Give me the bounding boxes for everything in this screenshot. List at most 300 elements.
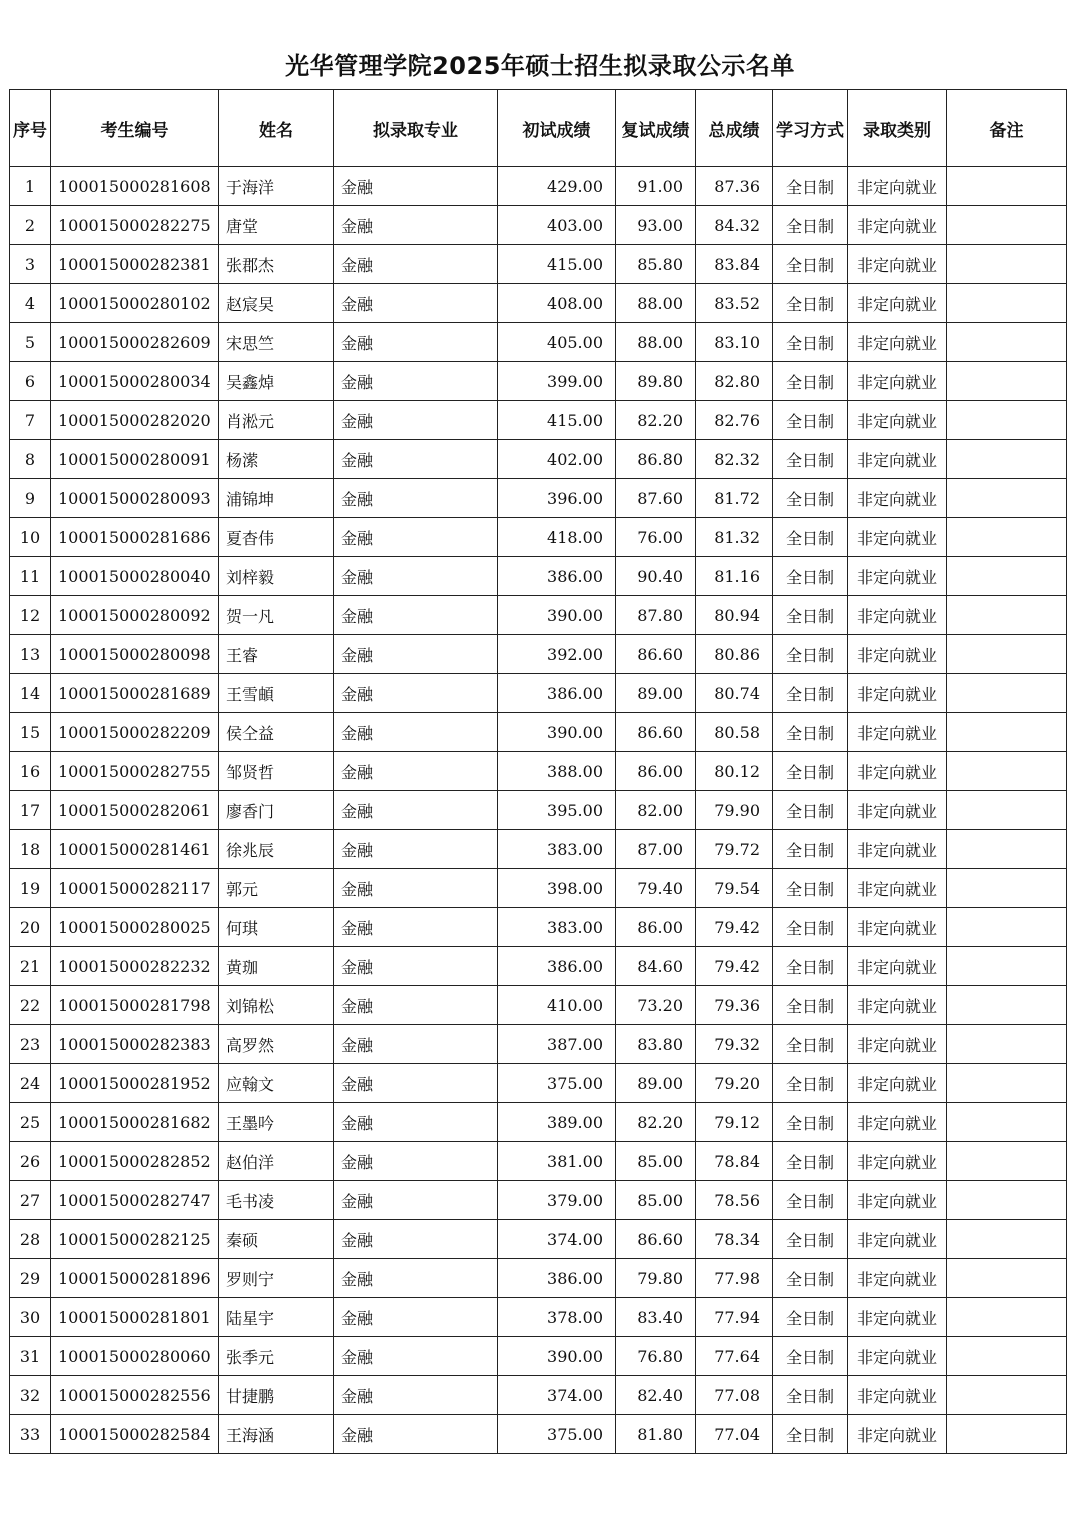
cell-remark (947, 1025, 1067, 1064)
cell-prelim-score: 429.00 (498, 167, 616, 206)
table-row (10, 752, 1067, 791)
cell-name: 王雪頔 (219, 674, 334, 713)
table-row (10, 830, 1067, 869)
cell-prelim-score: 389.00 (498, 1103, 616, 1142)
cell-retest-score: 79.40 (616, 869, 696, 908)
cell-remark (947, 518, 1067, 557)
cell-remark (947, 986, 1067, 1025)
cell-major: 金融 (334, 362, 498, 401)
cell-total-score: 87.36 (696, 167, 773, 206)
cell-category: 非定向就业 (848, 713, 947, 752)
cell-major: 金融 (334, 1376, 498, 1415)
table-row (10, 206, 1067, 245)
cell-major: 金融 (334, 986, 498, 1025)
cell-name: 赵宸旲 (219, 284, 334, 323)
cell-name: 王墨吟 (219, 1103, 334, 1142)
cell-major: 金融 (334, 479, 498, 518)
cell-exam-id: 100015000282556 (51, 1376, 219, 1415)
cell-prelim-score: 375.00 (498, 1415, 616, 1454)
cell-exam-id: 100015000282852 (51, 1142, 219, 1181)
cell-prelim-score: 378.00 (498, 1298, 616, 1337)
cell-remark (947, 1142, 1067, 1181)
cell-study-mode: 全日制 (773, 1259, 848, 1298)
cell-category: 非定向就业 (848, 791, 947, 830)
cell-study-mode: 全日制 (773, 401, 848, 440)
cell-name: 杨潆 (219, 440, 334, 479)
header-total-score: 总成绩 (696, 90, 773, 167)
cell-name: 何琪 (219, 908, 334, 947)
cell-exam-id: 100015000281801 (51, 1298, 219, 1337)
cell-name: 邹贤哲 (219, 752, 334, 791)
cell-category: 非定向就业 (848, 1376, 947, 1415)
cell-study-mode: 全日制 (773, 206, 848, 245)
cell-prelim-score: 386.00 (498, 674, 616, 713)
cell-category: 非定向就业 (848, 986, 947, 1025)
table-row (10, 635, 1067, 674)
cell-remark (947, 791, 1067, 830)
table-row (10, 401, 1067, 440)
cell-name: 郭元 (219, 869, 334, 908)
header-study-mode: 学习方式 (773, 90, 848, 167)
cell-prelim-score: 383.00 (498, 908, 616, 947)
cell-category: 非定向就业 (848, 518, 947, 557)
cell-remark (947, 401, 1067, 440)
cell-remark (947, 479, 1067, 518)
cell-total-score: 79.32 (696, 1025, 773, 1064)
page-title: 光华管理学院2025年硕士招生拟录取公示名单 (285, 52, 795, 80)
cell-retest-score: 86.60 (616, 1220, 696, 1259)
cell-category: 非定向就业 (848, 323, 947, 362)
cell-prelim-score: 390.00 (498, 1337, 616, 1376)
cell-study-mode: 全日制 (773, 1415, 848, 1454)
cell-major: 金融 (334, 167, 498, 206)
cell-major: 金融 (334, 674, 498, 713)
cell-study-mode: 全日制 (773, 518, 848, 557)
cell-seq: 19 (10, 869, 51, 908)
cell-seq: 12 (10, 596, 51, 635)
cell-name: 王海涵 (219, 1415, 334, 1454)
cell-total-score: 79.54 (696, 869, 773, 908)
cell-category: 非定向就业 (848, 596, 947, 635)
cell-prelim-score: 396.00 (498, 479, 616, 518)
cell-retest-score: 91.00 (616, 167, 696, 206)
cell-study-mode: 全日制 (773, 869, 848, 908)
cell-study-mode: 全日制 (773, 362, 848, 401)
cell-study-mode: 全日制 (773, 713, 848, 752)
cell-name: 秦硕 (219, 1220, 334, 1259)
cell-total-score: 79.12 (696, 1103, 773, 1142)
cell-retest-score: 86.60 (616, 713, 696, 752)
cell-study-mode: 全日制 (773, 1064, 848, 1103)
cell-study-mode: 全日制 (773, 1220, 848, 1259)
table-row (10, 1142, 1067, 1181)
cell-seq: 24 (10, 1064, 51, 1103)
cell-major: 金融 (334, 1415, 498, 1454)
cell-retest-score: 89.80 (616, 362, 696, 401)
cell-prelim-score: 418.00 (498, 518, 616, 557)
header-prelim-score: 初试成绩 (498, 90, 616, 167)
cell-total-score: 82.32 (696, 440, 773, 479)
cell-name: 唐堂 (219, 206, 334, 245)
cell-prelim-score: 383.00 (498, 830, 616, 869)
cell-retest-score: 89.00 (616, 1064, 696, 1103)
cell-total-score: 80.74 (696, 674, 773, 713)
cell-retest-score: 87.80 (616, 596, 696, 635)
header-remark: 备注 (947, 90, 1067, 167)
cell-retest-score: 86.60 (616, 635, 696, 674)
cell-name: 王睿 (219, 635, 334, 674)
cell-exam-id: 100015000281682 (51, 1103, 219, 1142)
cell-total-score: 83.10 (696, 323, 773, 362)
cell-name: 夏杳伟 (219, 518, 334, 557)
cell-study-mode: 全日制 (773, 674, 848, 713)
cell-prelim-score: 386.00 (498, 1259, 616, 1298)
cell-total-score: 79.42 (696, 947, 773, 986)
cell-seq: 25 (10, 1103, 51, 1142)
table-row (10, 167, 1067, 206)
cell-exam-id: 100015000282125 (51, 1220, 219, 1259)
cell-prelim-score: 386.00 (498, 947, 616, 986)
cell-study-mode: 全日制 (773, 1298, 848, 1337)
cell-category: 非定向就业 (848, 1025, 947, 1064)
table-header-row (10, 90, 1067, 167)
table-row (10, 596, 1067, 635)
cell-study-mode: 全日制 (773, 830, 848, 869)
cell-retest-score: 86.00 (616, 908, 696, 947)
cell-name: 徐兆辰 (219, 830, 334, 869)
cell-retest-score: 85.80 (616, 245, 696, 284)
cell-remark (947, 596, 1067, 635)
table-row (10, 1415, 1067, 1454)
cell-total-score: 79.42 (696, 908, 773, 947)
cell-name: 吴鑫焯 (219, 362, 334, 401)
cell-study-mode: 全日制 (773, 791, 848, 830)
cell-major: 金融 (334, 401, 498, 440)
cell-exam-id: 100015000282275 (51, 206, 219, 245)
cell-category: 非定向就业 (848, 947, 947, 986)
cell-seq: 21 (10, 947, 51, 986)
cell-major: 金融 (334, 869, 498, 908)
cell-category: 非定向就业 (848, 635, 947, 674)
cell-name: 侯仝益 (219, 713, 334, 752)
table-row (10, 1103, 1067, 1142)
cell-name: 浦锦坤 (219, 479, 334, 518)
cell-total-score: 80.94 (696, 596, 773, 635)
cell-exam-id: 100015000281608 (51, 167, 219, 206)
cell-remark (947, 245, 1067, 284)
cell-prelim-score: 379.00 (498, 1181, 616, 1220)
cell-remark (947, 908, 1067, 947)
table-row (10, 908, 1067, 947)
cell-total-score: 79.90 (696, 791, 773, 830)
cell-major: 金融 (334, 830, 498, 869)
cell-category: 非定向就业 (848, 830, 947, 869)
cell-remark (947, 284, 1067, 323)
cell-prelim-score: 375.00 (498, 1064, 616, 1103)
cell-category: 非定向就业 (848, 1220, 947, 1259)
header-seq: 序号 (10, 90, 51, 167)
cell-major: 金融 (334, 1298, 498, 1337)
cell-retest-score: 89.00 (616, 674, 696, 713)
cell-major: 金融 (334, 1337, 498, 1376)
cell-total-score: 84.32 (696, 206, 773, 245)
cell-major: 金融 (334, 635, 498, 674)
cell-name: 宋思竺 (219, 323, 334, 362)
cell-study-mode: 全日制 (773, 479, 848, 518)
cell-seq: 14 (10, 674, 51, 713)
table-row (10, 479, 1067, 518)
cell-major: 金融 (334, 1064, 498, 1103)
cell-major: 金融 (334, 947, 498, 986)
cell-seq: 8 (10, 440, 51, 479)
cell-study-mode: 全日制 (773, 1376, 848, 1415)
table-row (10, 1337, 1067, 1376)
cell-major: 金融 (334, 1181, 498, 1220)
cell-seq: 16 (10, 752, 51, 791)
table-row (10, 1298, 1067, 1337)
table-row (10, 869, 1067, 908)
cell-exam-id: 100015000282609 (51, 323, 219, 362)
cell-remark (947, 323, 1067, 362)
cell-name: 刘锦松 (219, 986, 334, 1025)
cell-seq: 2 (10, 206, 51, 245)
cell-remark (947, 752, 1067, 791)
cell-name: 肖淞元 (219, 401, 334, 440)
cell-total-score: 81.72 (696, 479, 773, 518)
table-row (10, 791, 1067, 830)
cell-total-score: 77.64 (696, 1337, 773, 1376)
cell-study-mode: 全日制 (773, 947, 848, 986)
cell-seq: 20 (10, 908, 51, 947)
cell-retest-score: 90.40 (616, 557, 696, 596)
cell-prelim-score: 374.00 (498, 1376, 616, 1415)
table-row (10, 1376, 1067, 1415)
cell-category: 非定向就业 (848, 362, 947, 401)
cell-major: 金融 (334, 518, 498, 557)
cell-name: 陆星宇 (219, 1298, 334, 1337)
cell-total-score: 80.58 (696, 713, 773, 752)
cell-exam-id: 100015000281689 (51, 674, 219, 713)
cell-major: 金融 (334, 323, 498, 362)
cell-study-mode: 全日制 (773, 1142, 848, 1181)
cell-study-mode: 全日制 (773, 167, 848, 206)
cell-remark (947, 1298, 1067, 1337)
cell-category: 非定向就业 (848, 1142, 947, 1181)
cell-total-score: 83.52 (696, 284, 773, 323)
cell-category: 非定向就业 (848, 557, 947, 596)
cell-category: 非定向就业 (848, 1337, 947, 1376)
cell-study-mode: 全日制 (773, 752, 848, 791)
cell-exam-id: 100015000280093 (51, 479, 219, 518)
cell-category: 非定向就业 (848, 479, 947, 518)
cell-retest-score: 82.20 (616, 401, 696, 440)
cell-total-score: 81.32 (696, 518, 773, 557)
cell-remark (947, 557, 1067, 596)
cell-prelim-score: 415.00 (498, 245, 616, 284)
cell-seq: 13 (10, 635, 51, 674)
cell-exam-id: 100015000281798 (51, 986, 219, 1025)
table-row (10, 1220, 1067, 1259)
cell-major: 金融 (334, 596, 498, 635)
header-name: 姓名 (219, 90, 334, 167)
cell-remark (947, 674, 1067, 713)
table-row (10, 1259, 1067, 1298)
cell-seq: 7 (10, 401, 51, 440)
cell-remark (947, 830, 1067, 869)
cell-category: 非定向就业 (848, 1064, 947, 1103)
cell-total-score: 78.84 (696, 1142, 773, 1181)
cell-remark (947, 1220, 1067, 1259)
cell-seq: 26 (10, 1142, 51, 1181)
cell-major: 金融 (334, 1025, 498, 1064)
cell-retest-score: 85.00 (616, 1181, 696, 1220)
cell-prelim-score: 386.00 (498, 557, 616, 596)
table-row (10, 674, 1067, 713)
cell-prelim-score: 403.00 (498, 206, 616, 245)
cell-exam-id: 100015000280092 (51, 596, 219, 635)
cell-exam-id: 100015000282584 (51, 1415, 219, 1454)
cell-seq: 23 (10, 1025, 51, 1064)
cell-total-score: 79.36 (696, 986, 773, 1025)
cell-total-score: 78.56 (696, 1181, 773, 1220)
cell-exam-id: 100015000282383 (51, 1025, 219, 1064)
cell-major: 金融 (334, 206, 498, 245)
cell-prelim-score: 399.00 (498, 362, 616, 401)
table-row (10, 713, 1067, 752)
cell-prelim-score: 390.00 (498, 713, 616, 752)
cell-remark (947, 947, 1067, 986)
cell-name: 黄珈 (219, 947, 334, 986)
cell-retest-score: 85.00 (616, 1142, 696, 1181)
cell-category: 非定向就业 (848, 1103, 947, 1142)
cell-seq: 22 (10, 986, 51, 1025)
cell-remark (947, 1337, 1067, 1376)
cell-category: 非定向就业 (848, 1415, 947, 1454)
cell-exam-id: 100015000280091 (51, 440, 219, 479)
cell-retest-score: 76.80 (616, 1337, 696, 1376)
cell-category: 非定向就业 (848, 401, 947, 440)
cell-prelim-score: 392.00 (498, 635, 616, 674)
cell-category: 非定向就业 (848, 869, 947, 908)
cell-category: 非定向就业 (848, 1259, 947, 1298)
cell-prelim-score: 395.00 (498, 791, 616, 830)
cell-exam-id: 100015000280098 (51, 635, 219, 674)
cell-remark (947, 440, 1067, 479)
cell-exam-id: 100015000282117 (51, 869, 219, 908)
cell-remark (947, 1259, 1067, 1298)
cell-exam-id: 100015000280060 (51, 1337, 219, 1376)
cell-study-mode: 全日制 (773, 1025, 848, 1064)
cell-seq: 5 (10, 323, 51, 362)
cell-study-mode: 全日制 (773, 596, 848, 635)
cell-retest-score: 93.00 (616, 206, 696, 245)
header-category: 录取类别 (848, 90, 947, 167)
cell-seq: 1 (10, 167, 51, 206)
cell-remark (947, 869, 1067, 908)
cell-seq: 10 (10, 518, 51, 557)
cell-total-score: 77.08 (696, 1376, 773, 1415)
cell-remark (947, 1181, 1067, 1220)
table-row (10, 947, 1067, 986)
cell-seq: 4 (10, 284, 51, 323)
cell-category: 非定向就业 (848, 1298, 947, 1337)
cell-study-mode: 全日制 (773, 1337, 848, 1376)
cell-total-score: 81.16 (696, 557, 773, 596)
table-row (10, 1064, 1067, 1103)
cell-exam-id: 100015000282381 (51, 245, 219, 284)
cell-exam-id: 100015000282020 (51, 401, 219, 440)
cell-name: 应翰文 (219, 1064, 334, 1103)
cell-category: 非定向就业 (848, 206, 947, 245)
cell-major: 金融 (334, 1103, 498, 1142)
cell-seq: 28 (10, 1220, 51, 1259)
cell-retest-score: 79.80 (616, 1259, 696, 1298)
cell-study-mode: 全日制 (773, 440, 848, 479)
cell-study-mode: 全日制 (773, 284, 848, 323)
cell-exam-id: 100015000281461 (51, 830, 219, 869)
header-major: 拟录取专业 (334, 90, 498, 167)
cell-seq: 31 (10, 1337, 51, 1376)
header-retest-score: 复试成绩 (616, 90, 696, 167)
cell-major: 金融 (334, 1142, 498, 1181)
table-row (10, 1025, 1067, 1064)
cell-exam-id: 100015000282232 (51, 947, 219, 986)
cell-total-score: 79.72 (696, 830, 773, 869)
cell-exam-id: 100015000280102 (51, 284, 219, 323)
table-row (10, 362, 1067, 401)
cell-prelim-score: 381.00 (498, 1142, 616, 1181)
cell-total-score: 82.80 (696, 362, 773, 401)
cell-exam-id: 100015000281896 (51, 1259, 219, 1298)
cell-category: 非定向就业 (848, 674, 947, 713)
table-row (10, 323, 1067, 362)
cell-major: 金融 (334, 752, 498, 791)
header-exam-id: 考生编号 (51, 90, 219, 167)
cell-remark (947, 1103, 1067, 1142)
cell-name: 高罗然 (219, 1025, 334, 1064)
cell-retest-score: 83.80 (616, 1025, 696, 1064)
cell-retest-score: 87.60 (616, 479, 696, 518)
cell-exam-id: 100015000280025 (51, 908, 219, 947)
cell-exam-id: 100015000280040 (51, 557, 219, 596)
table-row (10, 518, 1067, 557)
cell-prelim-score: 405.00 (498, 323, 616, 362)
cell-major: 金融 (334, 713, 498, 752)
cell-retest-score: 83.40 (616, 1298, 696, 1337)
cell-retest-score: 88.00 (616, 284, 696, 323)
cell-name: 赵伯洋 (219, 1142, 334, 1181)
table-row (10, 440, 1067, 479)
cell-prelim-score: 398.00 (498, 869, 616, 908)
cell-major: 金融 (334, 440, 498, 479)
cell-total-score: 77.04 (696, 1415, 773, 1454)
cell-exam-id: 100015000282755 (51, 752, 219, 791)
cell-remark (947, 362, 1067, 401)
cell-prelim-score: 415.00 (498, 401, 616, 440)
cell-retest-score: 87.00 (616, 830, 696, 869)
cell-name: 毛书凌 (219, 1181, 334, 1220)
cell-total-score: 80.86 (696, 635, 773, 674)
cell-name: 甘捷鹏 (219, 1376, 334, 1415)
cell-seq: 33 (10, 1415, 51, 1454)
cell-exam-id: 100015000281952 (51, 1064, 219, 1103)
cell-retest-score: 81.80 (616, 1415, 696, 1454)
cell-study-mode: 全日制 (773, 1181, 848, 1220)
cell-remark (947, 167, 1067, 206)
cell-total-score: 79.20 (696, 1064, 773, 1103)
table-row (10, 284, 1067, 323)
cell-major: 金融 (334, 245, 498, 284)
